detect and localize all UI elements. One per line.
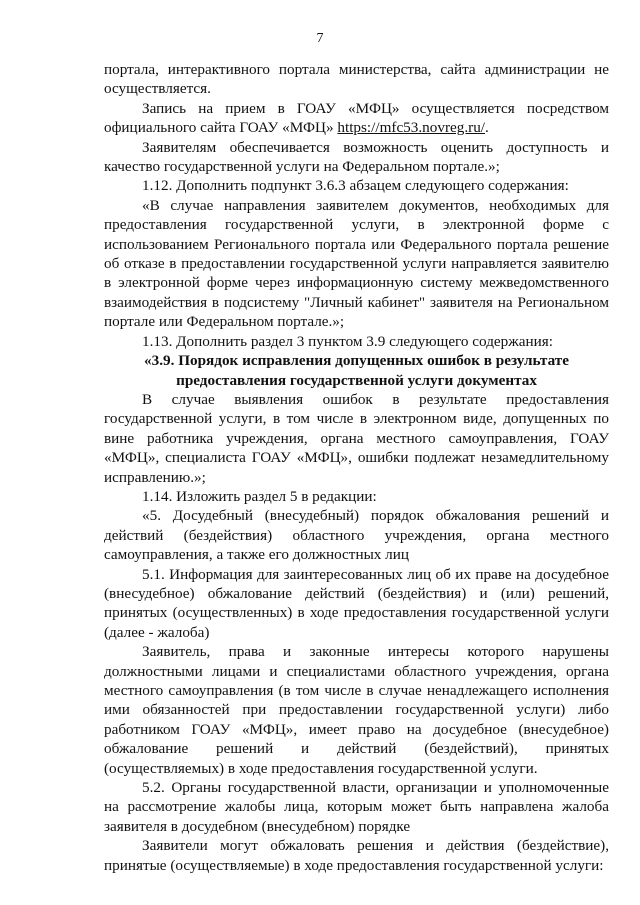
mfc-website-link[interactable]: https://mfc53.novreg.ru/ <box>337 119 486 137</box>
paragraph-applicants-may-appeal: Заявители могут обжаловать решения и действия (бездействие), принятые (осуществляемые) в ходе предоставления государственной услуги: <box>104 837 609 874</box>
section-3-9-heading-line1: «3.9. Порядок исправления допущенных ошибок в результате <box>144 352 569 370</box>
paragraph-portal-continuation: портала, интерактивного портала министерства, сайта администрации не осуществляется. <box>104 61 609 98</box>
paragraph-error-correction: В случае выявления ошибок в результате предоставления государственной услуги, в том числе в электронном виде, допущенных по вине работника учреждения, органа местного самоуправления, ГОАУ «МФЦ», специалиста ГОАУ «МФЦ», ошибки подлежат незамедлительному исправлению.»; <box>104 390 609 486</box>
paragraph-item-1-12: 1.12. Дополнить подпункт 3.6.3 абзацем следующего содержания: <box>142 177 569 195</box>
paragraph-item-5-2: 5.2. Органы государственной власти, организации и уполномоченные на рассмотрение жалобы лица, которым может быть направлена жалоба заявителя в досудебном (внесудебном) порядке <box>104 779 609 835</box>
paragraph-mfc-appointment <box>104 99 609 138</box>
paragraph-quality-assessment: Заявителям обеспечивается возможность оценить доступность и качество государственной услуги на Федеральном портале.»; <box>104 138 609 176</box>
section-3-9-heading <box>104 351 609 390</box>
document-body <box>104 60 609 875</box>
page-number: 7 <box>316 31 324 46</box>
paragraph-mfc-appointment-tail: . <box>485 119 489 137</box>
paragraph-item-5-1: 5.1. Информация для заинтересованных лиц об их праве на досудебное (внесудебное) обжалование действий (бездействия) и (или) решений, принятых (осуществленных) в ходе предоставления государственной услуги (далее - жалоба) <box>104 565 609 641</box>
paragraph-electronic-refusal: «В случае направления заявителем документов, необходимых для предоставления государственной услуги, в электронной форме с использованием Регионального портала или Федерального портала решение об отказе в предоставлении государственной услуги направляется заявителю в электронной форме через информационную систему межведомственного взаимодействия в подсистему "Личный кабинет" заявителя на Региональном портале или Федеральном портале.»; <box>104 196 609 331</box>
paragraph-section-5-title: «5. Досудебный (внесудебный) порядок обжалования решений и действий (бездействия) областного учреждения, органа местного самоуправления, а также его должностных лиц <box>104 507 609 564</box>
paragraph-applicant-rights: Заявитель, права и законные интересы которого нарушены должностными лицами и специалистами областного учреждения, органа местного самоуправления (в том числе в случае ненадлежащего исполнения ими обязанностей при предоставлении государственной услуги) либо работником ГОАУ «МФЦ», имеет право на досудебное (внесудебное) обжалование решений и действий (бездействий), принятых (осуществляемых) в ходе предоставления государственной услуги. <box>104 643 609 777</box>
paragraph-item-1-13: 1.13. Дополнить раздел 3 пунктом 3.9 следующего содержания: <box>142 332 553 350</box>
section-3-9-heading-line2: предоставления государственной услуги документах <box>176 371 537 389</box>
paragraph-mfc-appointment-text: Запись на прием в ГОАУ «МФЦ» осуществляется посредством официального сайта ГОАУ «МФЦ» <box>104 99 609 137</box>
paragraph-item-1-14: 1.14. Изложить раздел 5 в редакции: <box>142 487 377 505</box>
